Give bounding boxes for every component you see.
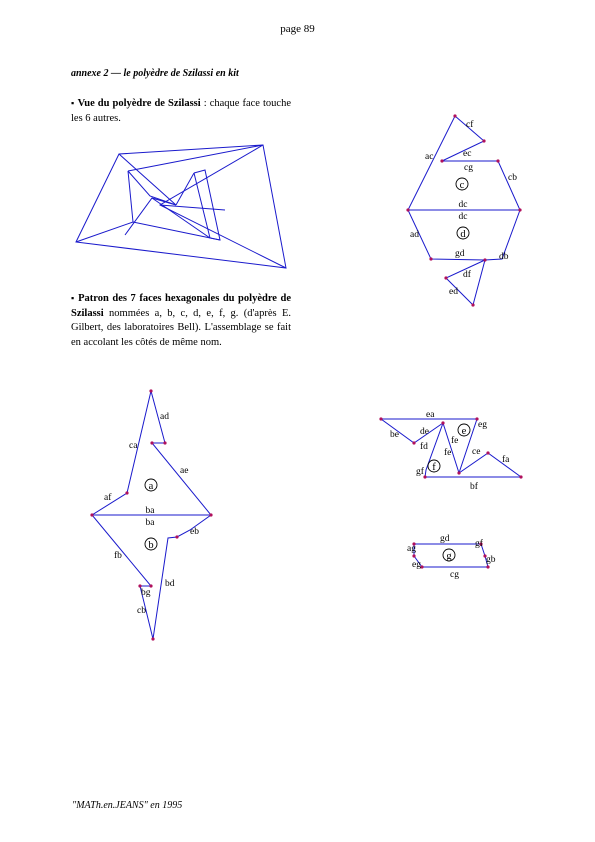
edge-label: bg — [141, 588, 151, 598]
vertex — [150, 441, 153, 444]
edge-label: eg — [478, 420, 487, 430]
edge-label: df — [463, 270, 471, 280]
vertex — [486, 565, 489, 568]
page-number: page 89 — [280, 23, 315, 35]
edge-label: ea — [426, 410, 435, 420]
vertex — [518, 208, 521, 211]
edge-label: gd — [455, 249, 465, 259]
vertex — [440, 159, 443, 162]
edge-label: fd — [420, 442, 428, 452]
vertex — [444, 276, 447, 279]
vertex — [412, 441, 415, 444]
edge-label: ae — [180, 466, 189, 476]
vertex — [125, 491, 128, 494]
edge-label: dc — [458, 212, 468, 222]
vertex — [90, 513, 93, 516]
vertex — [483, 258, 486, 261]
vertex — [163, 441, 166, 444]
edge-label: db — [499, 252, 509, 262]
vertex — [471, 303, 474, 306]
edge-label: gf — [475, 539, 483, 549]
edge-label: ad — [160, 412, 169, 422]
edge-label: ce — [472, 447, 481, 457]
footer-credit: "MATh.en.JEANS" en 1995 — [72, 800, 183, 811]
section-pattern-text: nommées a, b, c, d, e, f, g. (d'après E. Gilbert, des laboratoires Bell). L'assemblage se fait en accolant les côtés de même nom. — [71, 307, 291, 348]
vertex — [175, 535, 178, 538]
edge-label: ag — [407, 544, 416, 554]
edge-label: cb — [508, 173, 517, 183]
face-f-label: f — [432, 462, 436, 473]
edge-label: cg — [450, 570, 459, 580]
edge-label: cf — [466, 120, 474, 130]
edge-label: ed — [449, 287, 458, 297]
polyhedron-edge — [119, 154, 176, 235]
vertex — [441, 421, 444, 424]
bullet: ▪ — [71, 293, 76, 303]
edge-label: de — [420, 427, 429, 437]
vertex — [429, 257, 432, 260]
face-e-label: e — [461, 426, 467, 437]
edge-label: ad — [410, 230, 419, 240]
edge-label: dc — [458, 200, 468, 210]
edge-label: ec — [463, 149, 472, 159]
edge-label: fb — [114, 551, 122, 561]
pattern-piece-cd — [406, 114, 521, 306]
edge-label: fe — [451, 436, 459, 446]
vertex — [496, 159, 499, 162]
annex-title: annexe 2 — le polyèdre de Szilassi en kit — [71, 68, 239, 79]
vertex — [149, 389, 152, 392]
edge-label: ac — [425, 152, 434, 162]
vertex — [482, 139, 485, 142]
vertex — [379, 417, 382, 420]
polyhedron-edge — [176, 173, 194, 205]
edge-label: eg — [412, 560, 421, 570]
polyhedron-edge — [128, 171, 133, 222]
vertex — [519, 475, 522, 478]
pattern-piece-ef — [379, 410, 522, 492]
vertex — [453, 114, 456, 117]
vertex — [457, 471, 460, 474]
polyhedron-edge — [160, 205, 225, 210]
edge-label: ba — [145, 506, 155, 516]
edge-label: ca — [129, 441, 138, 451]
face-c-label: c — [459, 180, 465, 191]
polyhedron-edge — [128, 145, 286, 268]
edge-label: fe — [444, 448, 452, 458]
edge-label: cg — [464, 163, 473, 173]
edge-label: gf — [416, 467, 424, 477]
section-view-heading: Vue du polyèdre de Szilassi — [77, 98, 201, 109]
face-b-label: b — [148, 540, 154, 551]
edge-label: cb — [137, 606, 146, 616]
edge-label: bd — [165, 579, 175, 589]
face-a-label: a — [148, 481, 154, 492]
pattern-piece-ab — [90, 389, 212, 640]
edge-label: gb — [486, 555, 496, 565]
edge-label: ba — [145, 518, 155, 528]
szilassi-polyhedron-view — [76, 145, 286, 268]
edge-label: bf — [470, 482, 478, 492]
vertex — [486, 451, 489, 454]
edge-label: eb — [190, 527, 199, 537]
pattern-piece-g — [407, 534, 496, 580]
section-view-text: : chaque face touche les 6 autres. — [71, 98, 291, 124]
edge-label: be — [390, 430, 399, 440]
vertex — [412, 554, 415, 557]
edge-label: fa — [502, 455, 510, 465]
face-g-label: g — [446, 551, 452, 562]
edge-label: gd — [440, 534, 450, 544]
section-pattern-heading: Patron des 7 faces hexagonales du polyèdre de Szilassi — [71, 293, 291, 319]
edge-label: af — [104, 493, 112, 503]
bullet: ▪ — [71, 98, 75, 108]
vertex — [209, 513, 212, 516]
vertex — [151, 637, 154, 640]
face-d-label: d — [460, 229, 466, 240]
vertex — [406, 208, 409, 211]
polyhedron-edge — [76, 222, 220, 242]
